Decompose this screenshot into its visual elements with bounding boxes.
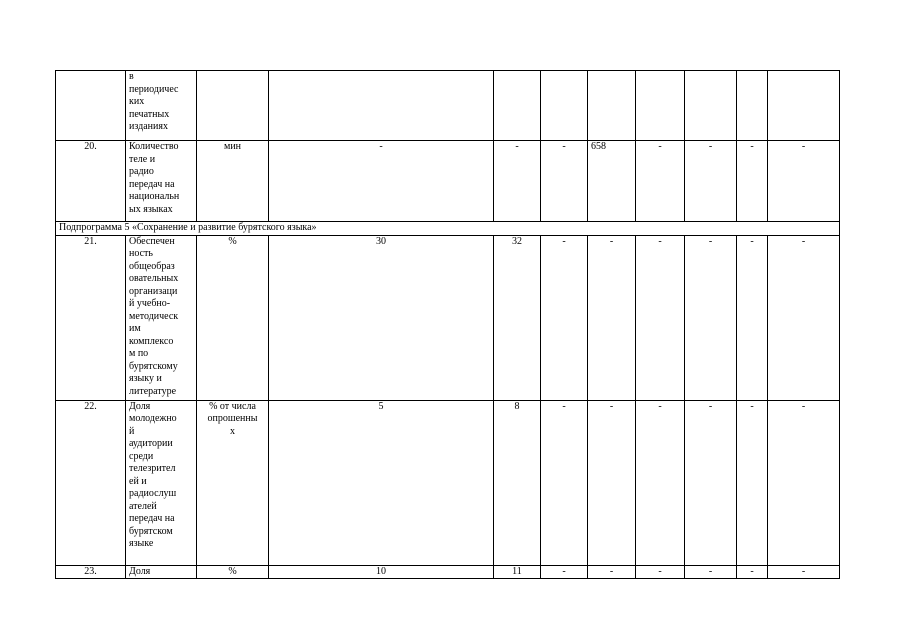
value-2021: - <box>636 235 685 400</box>
indicator-name-line: комплексо <box>129 335 174 347</box>
value-2020: 658 <box>588 141 636 222</box>
indicator-name-line: языку и <box>129 373 162 384</box>
indicator-name-line: методическ <box>129 310 179 322</box>
indicator-name-line: ых языках <box>129 203 173 215</box>
indicator-name-line: языке <box>129 538 154 549</box>
indicator-name <box>126 400 197 565</box>
indicator-name-line: передач на <box>129 513 175 524</box>
indicator-table <box>55 70 840 579</box>
value-2021: - <box>636 565 685 579</box>
indicator-name-line: печатных <box>129 108 170 120</box>
value-2020 <box>588 71 636 141</box>
value-2018: - <box>494 141 541 222</box>
row-number: 21. <box>56 235 126 400</box>
value-2023: - <box>737 400 768 565</box>
value-2017: 10 <box>269 565 494 579</box>
unit-line: опрошенны <box>207 413 258 424</box>
table-row <box>56 235 840 400</box>
table-body <box>56 71 840 579</box>
unit-line: х <box>230 425 235 437</box>
value-2019: - <box>541 565 588 579</box>
indicator-name-line: периодичес <box>129 83 179 95</box>
value-2021 <box>636 71 685 141</box>
indicator-name-line: передач на <box>129 178 175 190</box>
indicator-name <box>126 141 197 222</box>
row-number: 23. <box>56 565 126 579</box>
value-2022: - <box>685 235 737 400</box>
value-2024: - <box>768 565 840 579</box>
value-2023 <box>737 71 768 141</box>
indicator-name-line: овательных <box>129 273 179 284</box>
value-2023: - <box>737 235 768 400</box>
unit-of-measure <box>197 141 269 222</box>
value-2020: - <box>588 400 636 565</box>
value-2019 <box>541 71 588 141</box>
indicator-name-line: организаци <box>129 285 178 297</box>
unit-of-measure <box>197 400 269 565</box>
indicator-name-line: й <box>129 425 135 437</box>
value-2020: - <box>588 235 636 400</box>
indicator-name <box>126 71 197 141</box>
value-2022: - <box>685 141 737 222</box>
indicator-name-line: телезрител <box>129 463 176 474</box>
value-2017: 30 <box>269 235 494 400</box>
row-number <box>56 71 126 141</box>
indicator-name-line: теле и <box>129 153 156 165</box>
indicator-name-line: радио <box>129 166 154 177</box>
value-2018: 8 <box>494 400 541 565</box>
indicator-name-line: бурятском <box>129 525 173 537</box>
unit-line: мин <box>223 141 242 152</box>
table-row <box>56 71 840 141</box>
indicator-name-line: национальн <box>129 191 180 202</box>
subprogram-title: Подпрограмма 5 «Сохранение и развитие бурятского языка» <box>56 222 840 236</box>
indicator-name-line: среди <box>129 450 154 462</box>
indicator-name-line: ей и <box>129 475 147 487</box>
indicator-name <box>126 235 197 400</box>
indicator-name-line: бурятскому <box>129 360 178 372</box>
value-2021: - <box>636 141 685 222</box>
unit-of-measure <box>197 71 269 141</box>
indicator-name-line: ность <box>129 248 153 259</box>
indicator-name <box>126 565 197 579</box>
value-2020: - <box>588 565 636 579</box>
value-2024: - <box>768 235 840 400</box>
value-2017 <box>269 71 494 141</box>
table-row <box>56 141 840 222</box>
value-2024: - <box>768 400 840 565</box>
indicator-name-line: м по <box>129 348 149 359</box>
indicator-name-line: ких <box>129 96 145 107</box>
indicator-name-line: аудитории <box>129 438 173 449</box>
value-2018 <box>494 71 541 141</box>
value-2017: - <box>269 141 494 222</box>
indicator-name-line: Доля <box>129 400 151 412</box>
unit-of-measure <box>197 235 269 400</box>
value-2022: - <box>685 565 737 579</box>
subprogram-row <box>56 222 840 236</box>
value-2019: - <box>541 400 588 565</box>
indicator-name-line: Доля <box>129 565 151 577</box>
indicator-name-line: ателей <box>129 500 157 512</box>
indicator-name-line: изданиях <box>129 121 168 132</box>
row-number: 22. <box>56 400 126 565</box>
indicator-name-line: радиослуш <box>129 488 177 499</box>
value-2017: 5 <box>269 400 494 565</box>
value-2019: - <box>541 235 588 400</box>
value-2019: - <box>541 141 588 222</box>
indicator-name-line: литературе <box>129 385 177 397</box>
value-2021: - <box>636 400 685 565</box>
value-2022 <box>685 71 737 141</box>
indicator-name-line: й учебно- <box>129 298 171 309</box>
value-2022: - <box>685 400 737 565</box>
indicator-name-line: в <box>129 71 134 82</box>
unit-line: % <box>228 235 237 247</box>
indicator-name-line: молодежно <box>129 413 177 424</box>
value-2018: 11 <box>494 565 541 579</box>
table-row <box>56 565 840 579</box>
unit-of-measure <box>197 565 269 579</box>
value-2023: - <box>737 565 768 579</box>
unit-line: % <box>228 565 237 577</box>
value-2023: - <box>737 141 768 222</box>
value-2024: - <box>768 141 840 222</box>
indicator-name-line: общеобраз <box>129 260 175 272</box>
value-2024 <box>768 71 840 141</box>
row-number: 20. <box>56 141 126 222</box>
unit-line: % от числа <box>209 400 256 412</box>
indicator-name-line: Обеспечен <box>129 235 175 247</box>
value-2018: 32 <box>494 235 541 400</box>
table-row <box>56 400 840 565</box>
indicator-name-line: им <box>129 323 141 334</box>
indicator-name-line: Количество <box>129 141 179 152</box>
